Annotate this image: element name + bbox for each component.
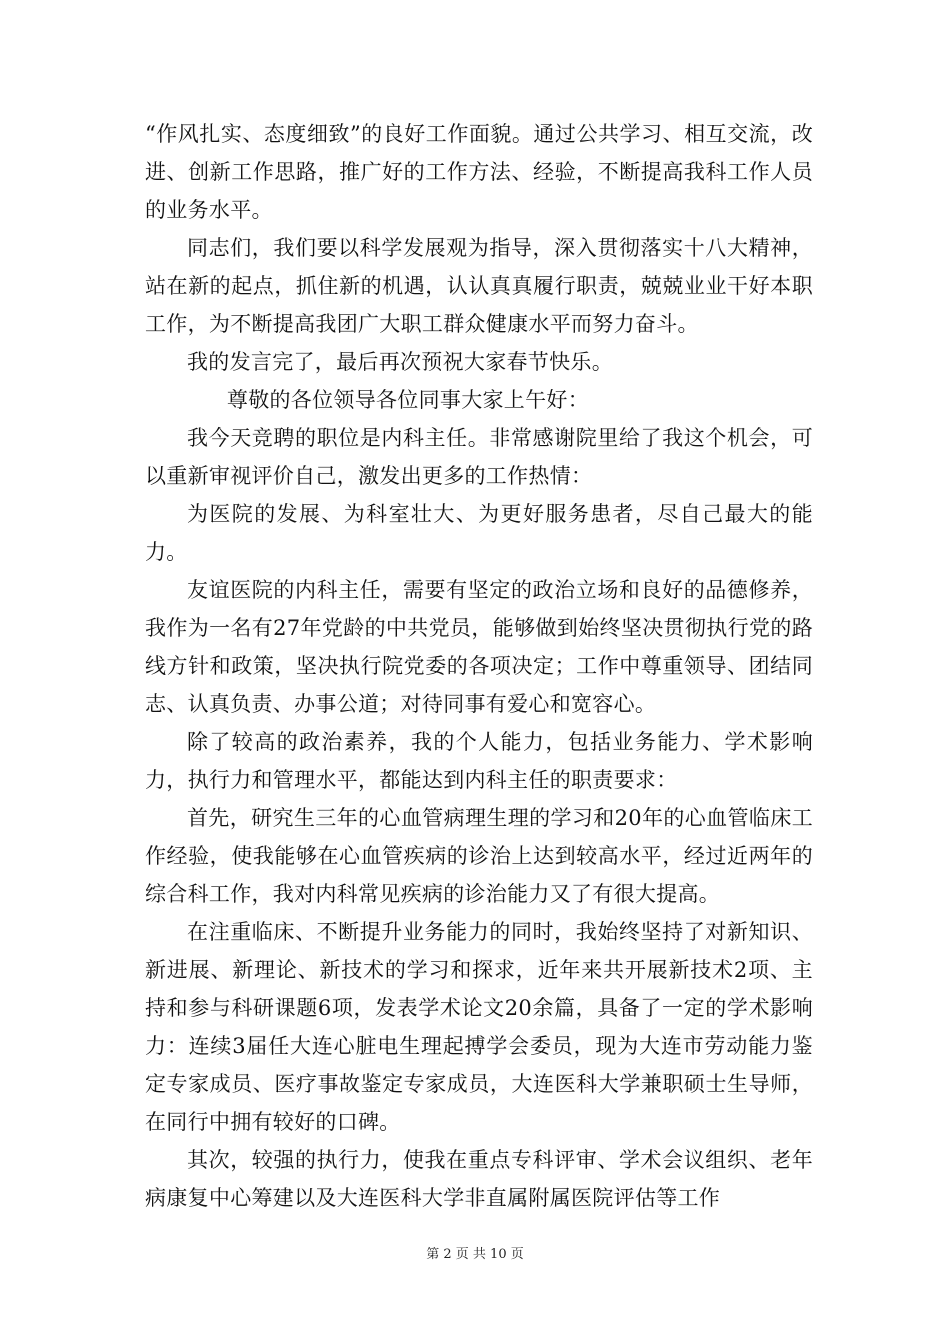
paragraph-position-intro: 我今天竞聘的职位是内科主任。非常感谢院里给了我这个机会，可以重新审视评价自己，激发出更多的工作热情： xyxy=(145,426,813,488)
paragraph-clinical-experience: 首先，研究生三年的心血管病理生理的学习和20年的心血管临床工作经验，使我能够在心血管疾病的诊治上达到较高水平，经过近两年的综合科工作，我对内科常见疾病的诊治能力又了有很大提高。 xyxy=(145,806,813,906)
document-body xyxy=(145,115,813,1217)
paragraph-closing-call: 同志们，我们要以科学发展观为指导，深入贯彻落实十八大精神，站在新的起点，抓住新的机遇，认认真真履行职责，兢兢业业干好本职工作，为不断提高我团广大职工群众健康水平而努力奋斗。 xyxy=(145,236,813,336)
paragraph-closing-wish: 我的发言完了，最后再次预祝大家春节快乐。 xyxy=(187,350,613,374)
paragraph-greeting: 尊敬的各位领导各位同事大家上午好： xyxy=(226,388,589,412)
paragraph-abilities: 除了较高的政治素养，我的个人能力，包括业务能力、学术影响力，执行力和管理水平，都能达到内科主任的职责要求： xyxy=(145,730,813,792)
paragraph-academic-influence: 在注重临床、不断提升业务能力的同时，我始终坚持了对新知识、新进展、新理论、新技术的学习和探求，近年来共开展新技术2项、主持和参与科研课题6项，发表学术论文20余篇，具备了一定的学术影响力：连续3届任大连心脏电生理起搏学会委员，现为大连市劳动能力鉴定专家成员、医疗事故鉴定专家成员，大连医科大学兼职硕士生导师，在同行中拥有较好的口碑。 xyxy=(145,920,813,1134)
paragraph-continuation: “作风扎实、态度细致”的良好工作面貌。通过公共学习、相互交流，改进、创新工作思路，推广好的工作方法、经验，不断提高我科工作人员的业务水平。 xyxy=(145,122,813,222)
page-number: 第 2 页 共 10 页 xyxy=(426,1247,524,1262)
paragraph-political-stance: 友谊医院的内科主任，需要有坚定的政治立场和良好的品德修养，我作为一名有27年党龄的中共党员，能够做到始终坚决贯彻执行党的路线方针和政策，坚决执行院党委的各项决定；工作中尊重领导、团结同志、认真负责、办事公道；对待同事有爱心和宽容心。 xyxy=(145,578,813,716)
paragraph-commitment: 为医院的发展、为科室壮大、为更好服务患者，尽自己最大的能力。 xyxy=(145,502,813,564)
paragraph-execution: 其次，较强的执行力，使我在重点专科评审、学术会议组织、老年病康复中心筹建以及大连医科大学非直属附属医院评估等工作 xyxy=(145,1148,813,1210)
